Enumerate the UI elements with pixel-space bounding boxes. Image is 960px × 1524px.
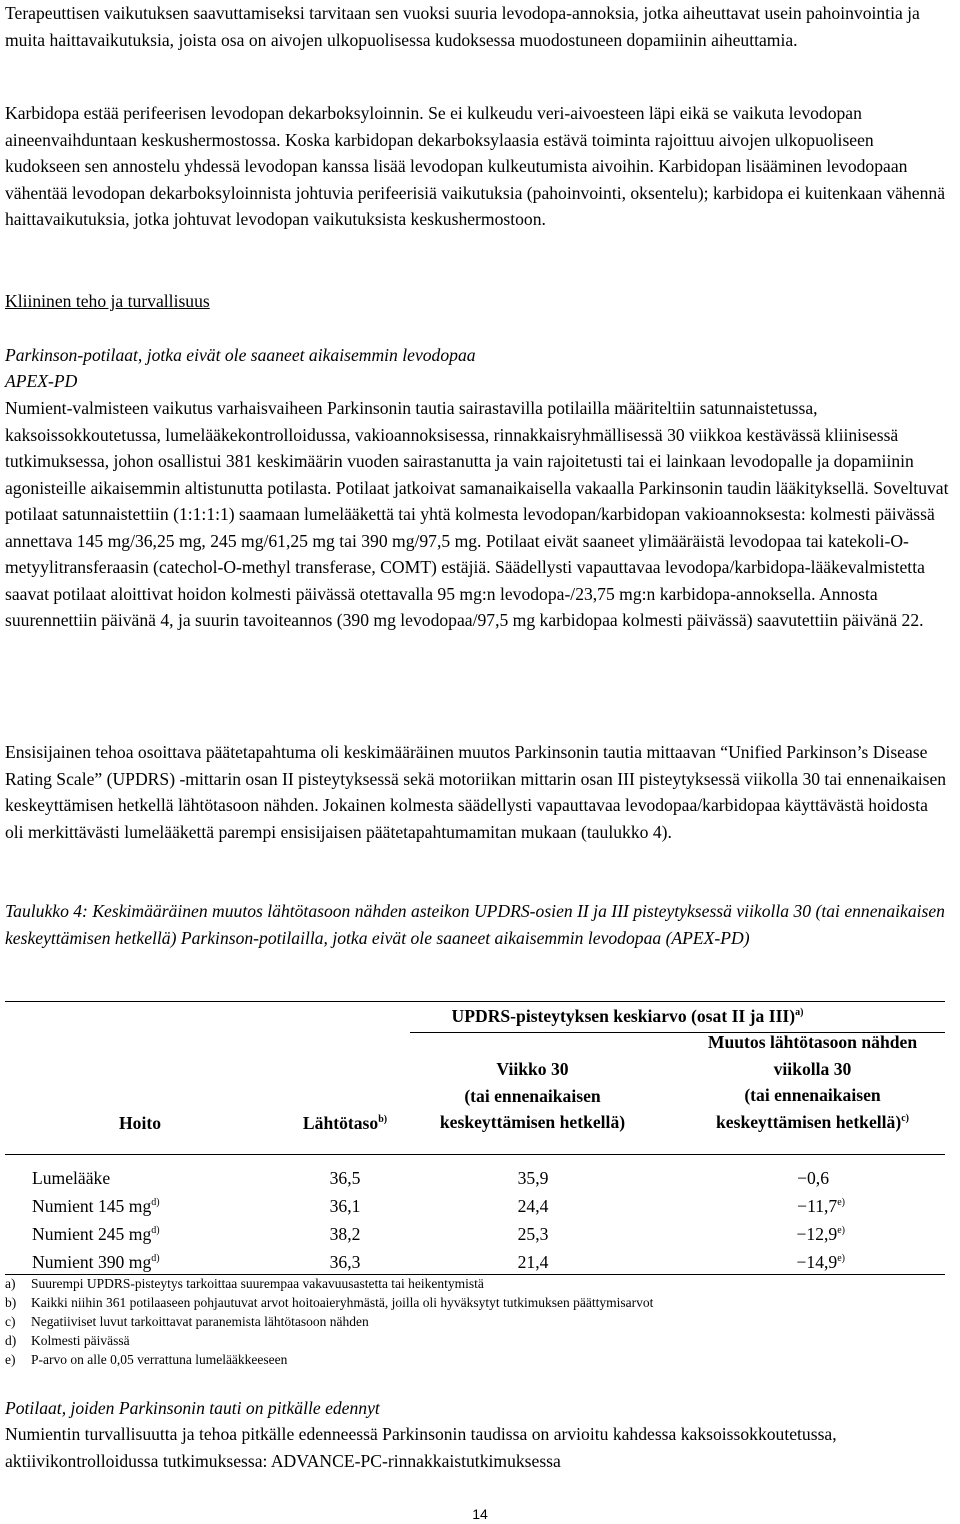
row-week30: 24,4	[517, 1196, 549, 1216]
row-change: $-11,7^{e)}$	[797, 1196, 845, 1216]
col-header-change	[685, 1029, 940, 1135]
row-change: −0,6	[797, 1168, 829, 1188]
row-treatment: Lumelääke	[32, 1168, 111, 1188]
col-change-line: viikolla 30	[773, 1058, 852, 1079]
endpoint-paragraph: Ensisijainen tehoa osoittava päätetapahtuma oli keskimääräinen muutos Parkinsonin tautia mittaavan “Unified Parkinson’s Disease Rating Scale” (UPDRS) -mittarin osan II pisteytyksessä sekä motoriikan mittarin osan III pisteytyksessä viikolla 30 tai ennenaikaisen keskeyttämisen hetkellä lähtötasoon nähden. Jokainen kolmesta säädellysti vapauttavaa levodopaa/karbidopaa käyttävästä hoidosta oli merkittävästi lumelääkettä parempi ensisijaisen päätetapahtumamitan mukaan (taulukko 4).	[5, 742, 947, 842]
col-week30-line: Viikko 30	[496, 1059, 569, 1079]
row-baseline: 38,2	[329, 1224, 361, 1244]
row-baseline: 36,3	[329, 1252, 361, 1272]
row-treatment: Numient 390 $mg^{d)}$	[32, 1252, 160, 1272]
col-header-week30	[415, 1056, 650, 1136]
col-change-line: keskeyttämisen hetkellä)$^{c)}$	[716, 1111, 909, 1132]
row-week30: 25,3	[517, 1224, 549, 1244]
carbidopa-paragraph: Karbidopa estää perifeerisen levodopan dekarboksyloinnin. Se ei kulkeudu veri-aivoesteen läpi eikä se vaikuta levodopan aineenvaihduntaan keskushermostossa. Koska karbidopan dekarboksylaasia estävä toiminta rajoittuu aivojen ulkopuoliseen kudokseen sen annostelu yhdessä levodopan kanssa lisää levodopan kulkeutumista aivoihin. Karbidopan lisääminen levodopaan vähentää levodopan dekarboksyloinnista johtuvia perifeerisiä vaikutuksia (pahoinvointi, oksentelu); karbidopa ei kuitenkaan vähennä haittavaikutuksia, jotka johtuvat levodopan vaikutuksista keskushermostoon.	[5, 103, 946, 229]
col-header-baseline: Lähtötaso$^{b)}$	[302, 1113, 388, 1133]
table-top-rule	[5, 1001, 945, 1002]
advanced-heading: Potilaat, joiden Parkinsonin tauti on pitkälle edennyt	[5, 1398, 380, 1418]
row-week30: 35,9	[517, 1168, 549, 1188]
table-footnote: c) Negatiiviset luvut tarkoittavat paranemista lähtötasoon nähden	[5, 1314, 369, 1329]
section-heading: Kliininen teho ja turvallisuus	[5, 291, 210, 311]
col-header-hoito: Hoito	[118, 1113, 162, 1133]
col-week30-line: keskeyttämisen hetkellä)	[439, 1112, 626, 1132]
col-change-line: Muutos lähtötasoon nähden	[707, 1032, 918, 1052]
row-change: $-14,9^{e)}$	[796, 1252, 845, 1272]
table-footnote: e) P-arvo on alle 0,05 verrattuna lumelääkkeeseen	[5, 1352, 288, 1367]
row-baseline: 36,5	[329, 1168, 361, 1188]
row-treatment: Numient 245 $mg^{d)}$	[32, 1224, 160, 1244]
col-week30-line: (tai ennenaikaisen	[464, 1085, 601, 1106]
table-header-rule	[5, 1154, 945, 1155]
intro-paragraph: Terapeuttisen vaikutuksen saavuttamiseksi tarvitaan sen vuoksi suuria levodopa-annoksia, jotka aiheuttavat usein pahoinvointia ja muita haittavaikutuksia, joista osa on aivojen ulkopuolisessa kudoksessa muodostuneen dopamiinin aiheuttamia.	[5, 3, 920, 50]
study-name: APEX-PD	[5, 371, 78, 391]
table-caption: Taulukko 4: Keskimääräinen muutos lähtötasoon nähden asteikon UPDRS-osien II ja III pisteytyksessä viikolla 30 (tai ennenaikaisen keskeyttämisen hetkellä) Parkinson-potilailla, jotka eivät ole saaneet aikaisemmin levodopaa (APEX-PD)	[5, 901, 945, 948]
col-change-line: (tai ennenaikaisen	[744, 1085, 881, 1105]
row-week30: 21,4	[517, 1252, 549, 1272]
apex-paragraph: Numient-valmisteen vaikutus varhaisvaiheen Parkinsonin tautia sairastavilla potilailla määriteltiin satunnaistetussa, kaksoissokkoutetussa, lumelääkekontrolloidussa, vakioannoksisessa, rinnakkaisryhmällisessä 30 viikkoa kestävässä kliinisessä tutkimuksessa, johon osallistui 381 keskimäärin vuoden sairastanutta ja vain rajoitetusti tai ei lainkaan levodopalle ja dopamiinin agonisteille aikaisemmin altistunutta potilasta. Potilaat jatkoivat samanaikaisella vakaalla Parkinsonin taudin lääkityksellä. Soveltuvat potilaat satunnaistettiin (1:1:1:1) saamaan lumelääkettä tai yhtä kolmesta levodopan/karbidopan vakioannoksesta: kolmesti päivässä annettava 145 mg/36,25 mg, 245 mg/61,25 mg tai 390 mg/97,5 mg. Potilaat eivät saaneet ylimääräistä levodopaa tai katekoli-O-metyylitransferaasin (catechol-O-methyl transferase, COMT) estäjiä. Säädellysti vapauttavaa levodopa/karbidopa-lääkevalmistetta saavat potilaat aloittivat hoidon kolmesti päivässä otettavalla 95 mg:n levodopa-/23,75 mg:n karbidopa-annoksella. Annosta suurennettiin päivänä 4, ja suurin tavoiteannos (390 mg levodopaa/97,5 mg karbidopaa kolmesti päivässä) saavutettiin päivänä 22.	[5, 398, 949, 630]
row-baseline: 36,1	[329, 1196, 361, 1216]
subheading: Parkinson-potilaat, jotka eivät ole saaneet aikaisemmin levodopaa	[5, 345, 476, 365]
table-footnote: a) Suurempi UPDRS-pisteytys tarkoittaa suurempaa vakavuusastetta tai heikentymistä	[5, 1276, 484, 1291]
advanced-paragraph: Numientin turvallisuutta ja tehoa pitkälle edenneessä Parkinsonin taudissa on arvioitu kahdessa kaksoissokkoutetussa, aktiivikontrolloidussa tutkimuksessa: ADVANCE-PC-rinnakkaistutkimuksessa	[5, 1424, 837, 1471]
table-footnote: d) Kolmesti päivässä	[5, 1333, 130, 1348]
table-footnote: b) Kaikki niihin 361 potilaaseen pohjautuvat arvot hoitoaieryhmästä, joilla oli hyväksytyt tutkimuksen päättymisarvot	[5, 1295, 654, 1310]
page-number: 14	[472, 1506, 488, 1522]
row-treatment: Numient 145 $mg^{d)}$	[32, 1196, 160, 1216]
row-change: $-12,9^{e)}$	[796, 1224, 845, 1244]
group-header: UPDRS-pisteytyksen keskiarvo (osat II ja III)$^{a)}$	[451, 1006, 804, 1026]
